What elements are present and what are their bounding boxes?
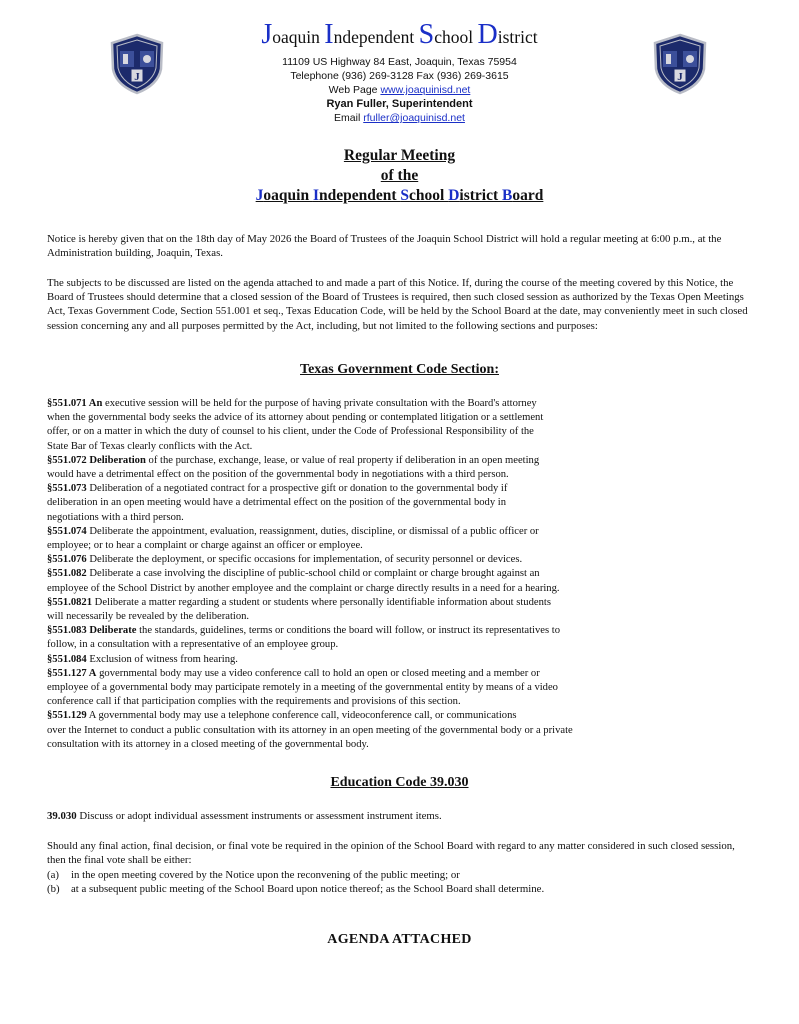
gov-code-section-id: §551.0821: [47, 596, 93, 608]
gov-code-section-id: §551.127 A: [47, 667, 97, 679]
superintendent-name: Ryan Fuller, Superintendent: [326, 98, 473, 110]
final-action-paragraph: Should any final action, final decision, or final vote be required in the opinion of the School Board with regard to any matter considered in such closed session, then the final vote shall be either:: [47, 840, 735, 867]
gov-code-line: employee of a governmental body may participate remotely in a meeting of the governmental entity by means of a video: [47, 682, 558, 694]
web-page-link[interactable]: www.joaquinisd.net: [380, 84, 471, 96]
gov-code-line: employee; or to hear a complaint or charge against an officer or employee.: [47, 540, 363, 552]
district-cap-j: J: [261, 19, 273, 50]
district-phone: Telephone (936) 269-3128 Fax (936) 269-3615: [290, 70, 509, 82]
gov-code-line: §551.0821 Deliberate a matter regarding a student or students where personally identifiable information about students: [47, 596, 551, 608]
gov-code-line: §551.084 Exclusion of witness from hearing.: [47, 653, 238, 665]
gov-code-line: §551.082 Deliberate a case involving the discipline of public-school child or complaint or charge brought against an: [47, 568, 540, 580]
crest-letter: J: [677, 71, 683, 83]
gov-code-line: when the governmental body seeks the advice of its attorney about pending or contemplated litigation or a settlement: [47, 412, 544, 424]
gov-code-line: §551.129 A governmental body may use a telephone conference call, videoconference call, or communications: [47, 710, 517, 722]
gov-code-list: [47, 397, 753, 752]
list-item: (b) at a subsequent public meeting of the School Board upon notice thereof; as the School Board shall determine.: [47, 883, 545, 896]
gov-code-line: would have a detrimental effect on the position of the governmental body in negotiations with a third person.: [47, 469, 509, 481]
gov-code-line: conference call if that participation complies with the requirements and provisions of this section.: [47, 696, 461, 708]
gov-code-section-id: §551.076: [47, 554, 87, 566]
gov-code-line: consultation with its attorney in a closed meeting of the governmental body.: [47, 738, 369, 750]
agenda-attached: AGENDA ATTACHED: [327, 932, 472, 947]
options-list: [47, 868, 753, 896]
gov-code-section-id: §551.071 An: [47, 398, 103, 409]
gov-code-line: over the Internet to conduct a public consultation with its attorney in an open meeting of the governmental body or a private: [47, 724, 573, 736]
gov-code-line: employee of the School District by another employee and the complaint or charge directly results in a need for a hearing.: [47, 582, 560, 594]
gov-code-line: §551.072 Deliberation of the purchase, exchange, lease, or value of real property if deliberation in an open meeting: [47, 454, 540, 466]
subjects-paragraph: The subjects to be discussed are listed on the agenda attached to and made a part of this Notice. If, during the course of the meeting covered by this Notice, the Board of Trustees should determine that a closed session of the Board of Trustees is required, then such closed session as authorized by the Texas Open Meetings Act, Texas Government Code, Section 551.001 et seq., Texas Education Code, will be held by the School Board at the date, may conveniently meet in such closed session concerning any and all purposes permitted by the Act, including, but not limited to the following sections and purposes:: [47, 277, 748, 332]
gov-code-line: §551.083 Deliberate the standards, guidelines, terms or conditions the board will follow, or instruct its representatives to: [47, 625, 561, 637]
gov-code-line: offer, or on a matter in which the duty of counsel to his client, under the Code of Professional Responsibility of the: [47, 426, 534, 438]
gov-code-section-id: §551.083 Deliberate: [47, 625, 137, 637]
gov-code-section-id: §551.073: [47, 483, 87, 495]
gov-code-line: negotiations with a third person.: [47, 511, 184, 523]
gov-code-line: §551.127 A governmental body may use a video conference call to hold an open or closed meeting and a member or: [47, 667, 540, 679]
district-name: Joaquin Independent School District: [261, 19, 538, 50]
gov-code-section-id: §551.074: [47, 525, 87, 537]
gov-code-line: §551.076 Deliberate the deployment, or specific occasions for implementation, of security personnel or devices.: [47, 554, 523, 566]
meeting-title-of: of the: [380, 167, 419, 184]
gov-code-section-id: §551.084: [47, 653, 87, 665]
gov-code-line: §551.071 An executive session will be held for the purpose of having private consultation with the Board's attorney: [47, 398, 537, 409]
gov-code-line: §551.073 Deliberation of a negotiated contract for a prospective gift or donation to the governmental body if: [47, 483, 508, 495]
email-link[interactable]: rfuller@joaquinisd.net: [363, 112, 465, 124]
gov-code-section-id: §551.082: [47, 568, 87, 580]
web-page-line: Web Page www.joaquinisd.net: [328, 84, 471, 96]
gov-code-line: §551.074 Deliberate the appointment, evaluation, reassignment, duties, discipline, or dismissal of a public officer or: [47, 525, 539, 537]
board-title: Joaquin Independent School District Board: [255, 187, 544, 204]
district-address: 11109 US Highway 84 East, Joaquin, Texas 75954: [282, 56, 517, 68]
gov-code-line: State Bar of Texas clearly conflicts with the Act.: [47, 440, 253, 452]
gov-code-line: will necessarily be revealed by the deliberation.: [47, 611, 250, 623]
edu-code-heading: Education Code 39.030: [330, 775, 469, 790]
gov-code-section-id: §551.072 Deliberation: [47, 454, 146, 466]
gov-code-line: deliberation in an open meeting would have a detrimental effect on the position of the governmental body in: [47, 497, 507, 509]
list-item: (a) in the open meeting covered by the Notice upon the reconvening of the public meeting; or: [47, 869, 460, 881]
gov-code-line: follow, in a consultation with a representative of an employee group.: [47, 639, 339, 651]
edu-code-item: 39.030 Discuss or adopt individual assessment instruments or assessment instrument items.: [47, 810, 442, 822]
gov-code-section-id: §551.129: [47, 710, 87, 722]
email-line: Email rfuller@joaquinisd.net: [334, 112, 465, 124]
meeting-title: Regular Meeting: [343, 147, 456, 164]
notice-paragraph: Notice is hereby given that on the 18th day of May 2026 the Board of Trustees of the Joaquin School District will hold a regular meeting at 6:00 p.m., at the Administration building, Joaquin, Texas.: [47, 233, 722, 260]
crest-letter: J: [134, 71, 140, 83]
gov-code-heading: Texas Government Code Section:: [300, 362, 499, 377]
